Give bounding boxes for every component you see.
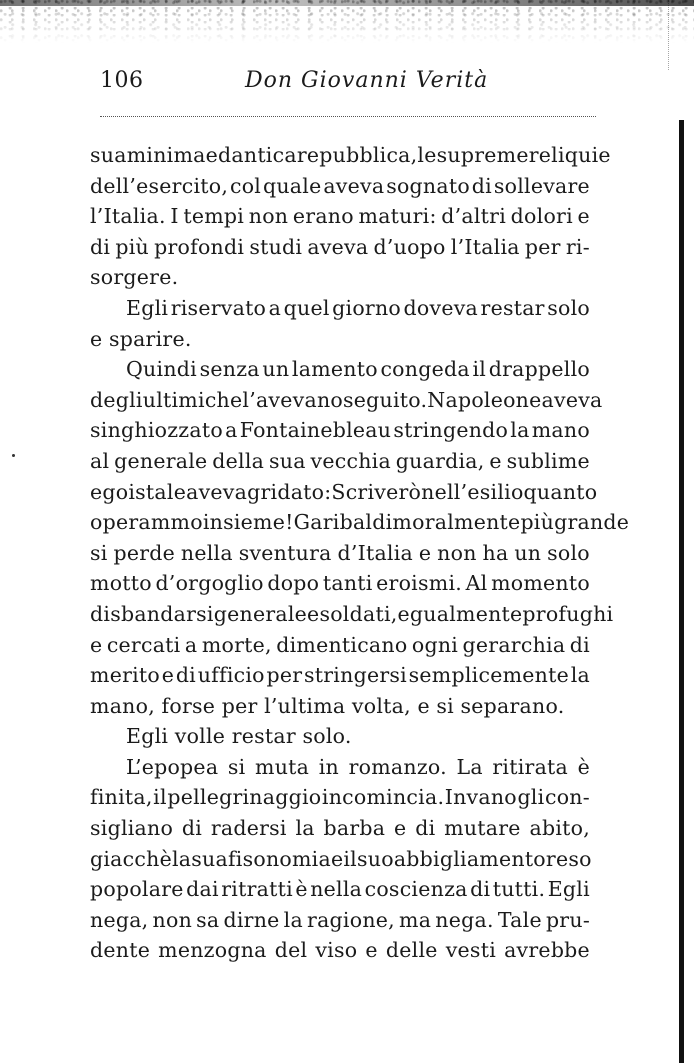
word: sigliano bbox=[90, 816, 174, 841]
word: moralmente bbox=[392, 510, 521, 535]
word: tutti. bbox=[492, 877, 546, 902]
word: maturi: bbox=[358, 204, 437, 229]
text-line bbox=[90, 538, 590, 569]
word: viso bbox=[315, 938, 358, 963]
word: La bbox=[456, 754, 483, 779]
word: drappello bbox=[488, 357, 590, 382]
word: nella bbox=[180, 540, 233, 565]
word: col bbox=[229, 173, 262, 198]
word: l’Italia bbox=[450, 234, 520, 259]
word: merito bbox=[90, 663, 161, 688]
word: il bbox=[472, 357, 487, 382]
word: vesti bbox=[445, 938, 496, 963]
word: d’altri bbox=[441, 204, 507, 229]
word: nega. bbox=[435, 907, 494, 932]
word: stringendo bbox=[393, 418, 509, 443]
word: ufficio bbox=[197, 663, 265, 688]
word: Fontainebleau bbox=[239, 418, 392, 443]
word: aveva bbox=[307, 234, 369, 259]
scan-noise-top bbox=[0, 0, 694, 44]
text-line bbox=[90, 415, 590, 446]
word: volta, bbox=[351, 693, 411, 718]
word: abbigliamento bbox=[393, 846, 546, 871]
word: l’ultima bbox=[264, 693, 346, 718]
text-line bbox=[90, 721, 590, 752]
word: operammo bbox=[90, 510, 203, 535]
word: pellegrinaggio bbox=[167, 785, 322, 810]
word: quanto bbox=[523, 479, 598, 504]
text-line bbox=[90, 752, 590, 783]
word: ritirata bbox=[492, 754, 569, 779]
word: a bbox=[225, 418, 238, 443]
word: per bbox=[221, 693, 258, 718]
word: generale bbox=[213, 601, 308, 626]
word: nella bbox=[310, 877, 363, 902]
text-line bbox=[90, 354, 590, 385]
word: egoista bbox=[90, 479, 167, 504]
word: singhiozzato bbox=[90, 418, 223, 443]
word: e bbox=[577, 204, 590, 229]
word: e bbox=[161, 663, 175, 688]
word: solo bbox=[547, 295, 590, 320]
word: restar bbox=[231, 724, 296, 749]
word: dirne bbox=[223, 907, 280, 932]
text-line bbox=[90, 630, 590, 661]
word: senza bbox=[199, 357, 260, 382]
word: ultimi bbox=[142, 387, 205, 412]
word: e bbox=[489, 448, 502, 473]
word: giorno bbox=[332, 295, 402, 320]
word: dolori bbox=[510, 204, 573, 229]
word: incomincia. bbox=[321, 785, 445, 810]
text-line bbox=[90, 477, 598, 508]
word: volle bbox=[174, 724, 226, 749]
text-line bbox=[90, 660, 590, 691]
word: menzogna bbox=[158, 938, 267, 963]
word: romanzo. bbox=[348, 754, 447, 779]
word: si bbox=[227, 754, 246, 779]
text-line bbox=[90, 568, 590, 599]
word: muta bbox=[255, 754, 310, 779]
word: ed bbox=[205, 143, 232, 167]
word: e bbox=[307, 601, 320, 626]
word: più bbox=[115, 234, 149, 259]
word: la bbox=[570, 663, 590, 688]
word: dopo bbox=[267, 571, 320, 596]
word: degli bbox=[90, 387, 143, 412]
word: d’uopo bbox=[373, 234, 446, 259]
word: Garibaldi bbox=[293, 510, 393, 535]
text-line bbox=[90, 293, 590, 324]
word: guardia, bbox=[395, 448, 485, 473]
word: giacchè bbox=[90, 846, 172, 871]
text-line bbox=[90, 935, 590, 966]
word: sbandarsi bbox=[110, 601, 214, 626]
text-line bbox=[90, 691, 590, 722]
word: di bbox=[470, 877, 491, 902]
word: stringersi bbox=[304, 663, 407, 688]
word: Al bbox=[465, 571, 488, 596]
text-line bbox=[90, 782, 590, 813]
word: profughi bbox=[522, 601, 614, 626]
word: e bbox=[418, 540, 432, 565]
word: le bbox=[417, 143, 437, 167]
word: semplicemente bbox=[408, 663, 569, 688]
word: seguito. bbox=[343, 387, 428, 412]
word: in bbox=[318, 754, 339, 779]
word: ri- bbox=[565, 234, 590, 259]
word: gerarchia bbox=[462, 632, 566, 657]
word: la bbox=[171, 846, 192, 871]
word: sparire. bbox=[108, 326, 192, 351]
word: Invano bbox=[444, 785, 517, 810]
word: quale bbox=[262, 173, 322, 198]
word: e bbox=[365, 938, 378, 963]
word: vecchia bbox=[310, 448, 391, 473]
word: delle bbox=[385, 938, 438, 963]
word: pru- bbox=[545, 907, 590, 932]
word: e bbox=[330, 846, 344, 871]
word: L’epopea bbox=[126, 754, 219, 779]
word: Egli bbox=[126, 724, 169, 749]
word: non bbox=[248, 204, 289, 229]
word: non bbox=[152, 907, 193, 932]
word: al bbox=[90, 448, 110, 473]
word: tempi bbox=[183, 204, 245, 229]
word: di bbox=[175, 663, 196, 688]
word: del bbox=[274, 938, 308, 963]
word: eroismi. bbox=[376, 571, 463, 596]
text-line bbox=[90, 599, 614, 630]
word: aveva bbox=[186, 479, 248, 504]
word: Napoleone bbox=[427, 387, 542, 412]
text-line bbox=[90, 813, 590, 844]
word: la bbox=[510, 418, 530, 443]
word: forse bbox=[161, 693, 216, 718]
word: per bbox=[524, 234, 561, 259]
text-line bbox=[90, 446, 590, 477]
text-line bbox=[90, 844, 590, 875]
text-line bbox=[90, 385, 603, 416]
word: Scriverò bbox=[331, 479, 422, 504]
word: Quindi bbox=[126, 357, 197, 382]
word: popolare bbox=[90, 877, 184, 902]
word: di bbox=[471, 173, 492, 198]
word: sublime bbox=[506, 448, 590, 473]
word: momento bbox=[491, 571, 590, 596]
word: è bbox=[295, 877, 308, 902]
header-rule bbox=[100, 116, 596, 117]
word: d’orgoglio bbox=[155, 571, 264, 596]
word: per bbox=[266, 663, 303, 688]
word: un bbox=[514, 540, 542, 565]
word: Egli bbox=[547, 877, 590, 902]
word: repubblica, bbox=[296, 143, 418, 167]
word: della bbox=[212, 448, 265, 473]
word: l’Italia. bbox=[90, 204, 166, 229]
word: reliquie bbox=[528, 143, 611, 167]
word: a bbox=[268, 295, 282, 320]
text-line bbox=[90, 324, 590, 355]
word: ma bbox=[399, 907, 432, 932]
word: e bbox=[90, 326, 103, 351]
word: abito, bbox=[529, 816, 590, 841]
word: congeda bbox=[380, 357, 470, 382]
text-line bbox=[90, 171, 590, 202]
word: tanti bbox=[322, 571, 373, 596]
word: aveva bbox=[541, 387, 603, 412]
word: restar bbox=[480, 295, 545, 320]
word: separano. bbox=[460, 693, 565, 718]
word: fisonomia bbox=[227, 846, 331, 871]
word: perde bbox=[113, 540, 176, 565]
word: grande bbox=[554, 510, 630, 535]
word: dell’esercito, bbox=[90, 173, 229, 198]
word: doveva bbox=[403, 295, 479, 320]
word: suo bbox=[356, 846, 394, 871]
word: sventura bbox=[238, 540, 332, 565]
word: ha bbox=[482, 540, 509, 565]
text-line bbox=[90, 201, 590, 232]
word: di bbox=[90, 601, 111, 626]
text-line bbox=[90, 140, 611, 171]
word: minima bbox=[126, 143, 206, 167]
word: sognato bbox=[386, 173, 470, 198]
word: un bbox=[262, 357, 290, 382]
word: di bbox=[181, 816, 203, 841]
word: finita, bbox=[90, 785, 153, 810]
word: cercati bbox=[106, 632, 181, 657]
word: di bbox=[415, 816, 436, 841]
word: che bbox=[204, 387, 243, 412]
word: morte, bbox=[201, 632, 272, 657]
word: mutare bbox=[444, 816, 521, 841]
word: aveva bbox=[323, 173, 385, 198]
word: gridato: bbox=[247, 479, 332, 504]
word: nell’esilio bbox=[421, 479, 524, 504]
text-line bbox=[90, 874, 590, 905]
word: ogni bbox=[411, 632, 459, 657]
word: Tale bbox=[497, 907, 542, 932]
word: coscienza bbox=[364, 877, 468, 902]
word: sua bbox=[268, 448, 306, 473]
word: e bbox=[417, 693, 430, 718]
word: motto bbox=[90, 571, 152, 596]
word: egualmente bbox=[397, 601, 523, 626]
word: sua bbox=[191, 846, 228, 871]
text-line bbox=[90, 905, 590, 936]
text-line bbox=[90, 232, 590, 263]
word: a bbox=[184, 632, 198, 657]
word: la bbox=[283, 907, 303, 932]
word: radersi bbox=[210, 816, 287, 841]
word: non bbox=[437, 540, 477, 565]
word: nega, bbox=[90, 907, 149, 932]
word: profondi bbox=[154, 234, 245, 259]
text-line bbox=[90, 507, 630, 538]
word: sollevare bbox=[493, 173, 590, 198]
word: Egli bbox=[126, 295, 169, 320]
word: dimenticano bbox=[276, 632, 408, 657]
word: ritratti bbox=[221, 877, 293, 902]
word: barba bbox=[323, 816, 386, 841]
word: la bbox=[295, 816, 315, 841]
word: dente bbox=[90, 938, 151, 963]
word: generale bbox=[114, 448, 208, 473]
word: insieme! bbox=[202, 510, 294, 535]
word: il bbox=[343, 846, 357, 871]
word: si bbox=[90, 540, 108, 565]
body-text bbox=[90, 140, 630, 966]
word: e bbox=[394, 816, 407, 841]
word: è bbox=[577, 754, 590, 779]
word: con- bbox=[544, 785, 590, 810]
word: l’avevano bbox=[242, 387, 343, 412]
word: solo bbox=[547, 540, 590, 565]
word: di bbox=[90, 234, 111, 259]
word: I bbox=[170, 204, 179, 229]
word: solo. bbox=[302, 724, 352, 749]
scan-edge-right-faint bbox=[668, 0, 670, 70]
word: erano bbox=[292, 204, 354, 229]
word: e bbox=[90, 632, 103, 657]
word: d’Italia bbox=[337, 540, 414, 565]
word: quel bbox=[283, 295, 330, 320]
word: ragione, bbox=[307, 907, 395, 932]
word: le bbox=[166, 479, 187, 504]
word: si bbox=[436, 693, 454, 718]
word: supreme bbox=[436, 143, 529, 167]
margin-speck bbox=[12, 454, 15, 457]
word: studi bbox=[249, 234, 303, 259]
running-title: Don Giovanni Verità bbox=[245, 68, 489, 93]
word: dai bbox=[186, 877, 219, 902]
scan-edge-top bbox=[0, 0, 694, 6]
scan-edge-right bbox=[679, 120, 684, 1063]
word: gli bbox=[517, 785, 545, 810]
word: di bbox=[569, 632, 590, 657]
text-line bbox=[90, 262, 590, 293]
word: soldati, bbox=[319, 601, 398, 626]
page-header bbox=[100, 60, 600, 100]
word: sua bbox=[90, 143, 127, 167]
word: antica bbox=[231, 143, 297, 167]
word: sorgere. bbox=[90, 265, 179, 290]
word: il bbox=[153, 785, 167, 810]
word: reso bbox=[545, 846, 592, 871]
word: mano bbox=[531, 418, 590, 443]
word: mano, bbox=[90, 693, 155, 718]
word: più bbox=[520, 510, 555, 535]
word: avrebbe bbox=[504, 938, 590, 963]
word: lamento bbox=[291, 357, 378, 382]
word: sa bbox=[196, 907, 220, 932]
page-number: 106 bbox=[100, 68, 144, 93]
word: riservato bbox=[170, 295, 267, 320]
